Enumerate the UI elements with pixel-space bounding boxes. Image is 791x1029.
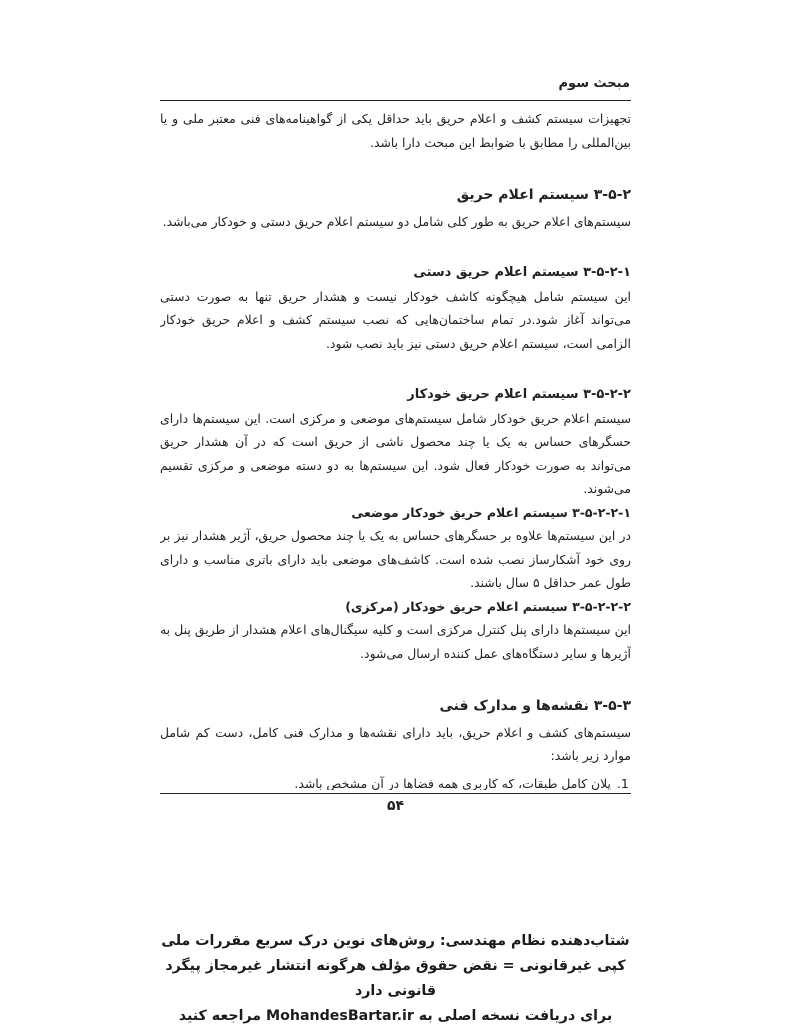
watermark-line-3: برای دریافت نسخه اصلی به MohandesBartar.ir مراجعه کنید: [178, 1008, 613, 1024]
page-number: ۵۴: [386, 798, 405, 814]
running-header: مبحث سوم: [558, 76, 630, 91]
section-heading-3-5-3: ۳-۵-۳ نقشه‌ها و مدارک فنی: [439, 698, 631, 714]
section-body-3-5-2-2-2: این سیستم‌ها دارای پنل کنترل مرکزی است و کلیه سیگنال‌های اعلام هشدار از طریق پنل به آژیرها و سایر دستگاه‌های عمل کننده ارسال می‌شود.: [160, 622, 631, 661]
watermark-line-2: کپی غیرقانونی = نقض حقوق مؤلف هرگونه انتشار غیرمجاز پیگرد قانونی دارد: [165, 958, 626, 999]
section-heading-3-5-2-2-2: ۳-۵-۲-۲-۲ سیستم اعلام حریق خودکار (مرکزی): [345, 598, 631, 614]
header-rule: [160, 100, 631, 101]
section-body-3-5-2-2: سیستم اعلام حریق خودکار شامل سیستم‌های موضعی و مرکزی است. این سیستم‌ها دارای حسگرهای حساس به یک یا چند محصول ناشی از حریق است که در آن هشدار حریق می‌تواند به صورت خودکار فعال شود. این سیستم‌ها به دو دسته موضعی و مرکزی تقسیم می‌شوند.: [160, 410, 631, 496]
section-heading-3-5-2-2: ۳-۵-۲-۲ سیستم اعلام حریق خودکار: [407, 387, 631, 402]
section-heading-3-5-2-1: ۳-۵-۲-۱ سیستم اعلام حریق دستی: [413, 265, 631, 280]
section-body-3-5-2-2-1: در این سیستم‌ها علاوه بر حسگرهای حساس به یک یا چند محصول حریق، آژیر هشدار نیز بر روی خود آشکارساز نصب شده است. کاشف‌های موضعی باید دارای باتری مناسب و دارای طول عمر حداقل ۵ سال باشند.: [160, 528, 631, 590]
section-heading-3-5-2-2-1: ۳-۵-۲-۲-۱ سیستم اعلام حریق خودکار موضعی: [351, 504, 631, 520]
list-item: 1. پلان کامل طبقات، که کاربری همه فضاها در آن مشخص باشد.: [160, 772, 613, 791]
section-heading-3-5-2: ۳-۵-۲ سیستم اعلام حریق: [456, 187, 631, 203]
section-body-3-5-2-1: این سیستم شامل هیچگونه کاشف خودکار نیست و هشدار حریق تنها به صورت دستی می‌تواند آغاز شود.در تمام ساختمان‌هایی که نصب سیستم کشف و اعلام حریق خودکار الزامی است، سیستم اعلام حریق دستی نیز باید نصب شود.: [160, 288, 631, 351]
section-body-3-5-2: سیستم‌های اعلام حریق به طور کلی شامل دو سیستم اعلام حریق دستی و خودکار می‌باشد.: [162, 213, 631, 229]
intro-paragraph: تجهیزات سیستم کشف و اعلام حریق باید حداقل یکی از گواهینامه‌های فنی معتبر ملی و یا بین‌المللی را مطابق با ضوابط این مبحث دارا باشد.: [160, 111, 631, 150]
section-body-3-5-3: سیستم‌های کشف و اعلام حریق، باید دارای نقشه‌ها و مدارک فنی کامل، دست کم شامل موارد زیر باشد:: [160, 724, 631, 763]
requirements-list: [160, 772, 631, 791]
footer-rule: [160, 793, 631, 794]
publisher-watermark: [160, 929, 631, 1029]
watermark-line-1: شتاب‌دهنده نظام مهندسی: روش‌های نوین درک سریع مقررات ملی: [161, 933, 630, 949]
page-content: [160, 107, 631, 790]
